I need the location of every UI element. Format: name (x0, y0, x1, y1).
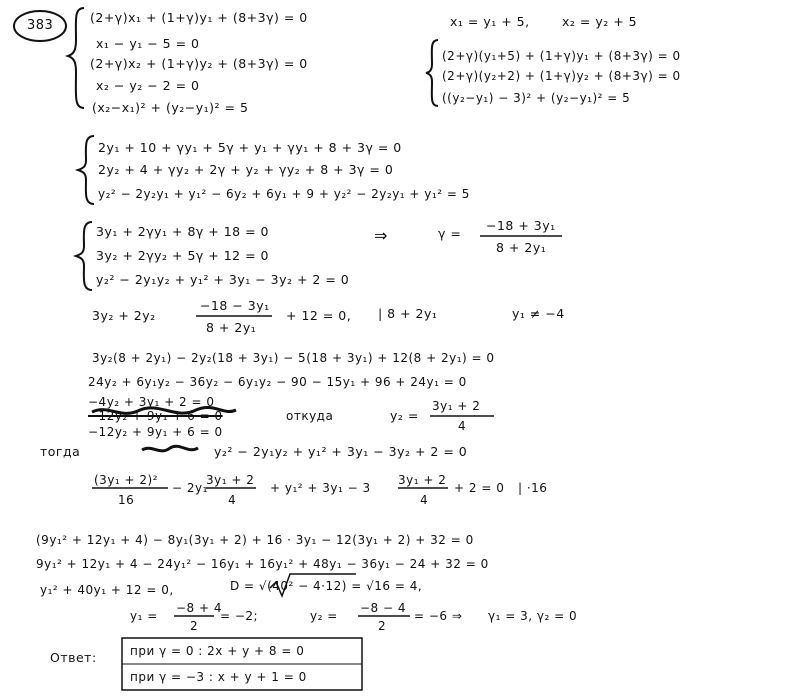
problem-number: 383 (27, 18, 54, 33)
answer-label: Ответ: (50, 650, 97, 665)
y2-lhs: y₂ = (390, 408, 419, 423)
system-brace-3 (76, 222, 92, 290)
gamma-denominator: 8 + 2y₁ (496, 240, 547, 255)
block1-line-5: (x₂−x₁)² + (y₂−y₁)² = 5 (92, 100, 249, 115)
subst-mid: − 2y₁ (172, 481, 208, 495)
block1-line-2: x₁ − y₁ − 5 = 0 (96, 36, 200, 51)
sub-frac-den: 8 + 2y₁ (206, 320, 257, 335)
expand-line-1: 3y₂(8 + 2y₁) − 2y₂(18 + 3y₁) − 5(18 + 3y₁) + 12(8 + 2y₁) = 0 (92, 351, 495, 365)
system-brace-1-right (426, 40, 438, 106)
block3-line-2: 3y₂ + 2γy₂ + 5γ + 12 = 0 (96, 248, 270, 263)
y2-numerator: 3y₁ + 2 (432, 399, 481, 413)
answer-row-2: при γ = −3 : x + y + 1 = 0 (130, 670, 307, 684)
y1-lhs: y₁ = (130, 609, 158, 623)
subst-f1-den: 16 (118, 493, 135, 507)
final-line-1: (9y₁² + 12y₁ + 4) − 8y₁(3y₁ + 2) + 16 · 3y₁ − 12(3y₁ + 2) + 32 = 0 (36, 533, 474, 547)
sub-multiplier: | 8 + 2y₁ (378, 306, 438, 321)
y2-final-denominator: 2 (378, 619, 387, 633)
expand-line-3: −4y₂ + 3y₁ + 2 = 0 (88, 395, 215, 409)
block3-arrow: ⇒ (374, 226, 388, 245)
system-brace-1 (68, 8, 84, 108)
togda-word: тогда (40, 444, 81, 459)
y2-final-result: = −6 ⇒ (414, 609, 463, 623)
scribble-togda (142, 446, 198, 451)
sub-condition: y₁ ≠ −4 (512, 306, 565, 321)
sub-rhs: + 12 = 0, (286, 308, 352, 323)
block2-line-3: y₂² − 2y₂y₁ + y₁² − 6y₂ + 6y₁ + 9 + y₂² − 2y₂y₁ + y₁² = 5 (98, 187, 470, 201)
block1-right-header-b: x₂ = y₂ + 5 (562, 14, 638, 29)
expand-line-2: 24y₂ + 6y₁y₂ − 36y₂ − 6y₁y₂ − 90 − 15y₁ + 96 + 24y₁ = 0 (88, 375, 467, 389)
final-line-2: 9y₁² + 12y₁ + 4 − 24y₁² − 16y₁ + 16y₁² + 48y₁ − 36y₁ − 24 + 32 = 0 (36, 557, 489, 571)
subst-mid2: + y₁² + 3y₁ − 3 (270, 481, 371, 495)
system-brace-2 (78, 136, 94, 204)
y2-final-lhs: y₂ = (310, 609, 338, 623)
expand-line-struck: −12y₂ + 9y₁ + 6 = 0 (88, 409, 223, 423)
subst-f3-den: 4 (420, 493, 429, 507)
block1-right-header-a: x₁ = y₁ + 5, (450, 14, 530, 29)
final-line-3b: D = √(40² − 4·12) = √16 = 4, (230, 579, 423, 593)
subst-f2-num: 3y₁ + 2 (206, 473, 255, 487)
block1-right-line-3: ((y₂−y₁) − 3)² + (y₂−y₁)² = 5 (442, 91, 631, 105)
expand-line-5: −12y₂ + 9y₁ + 6 = 0 (88, 425, 223, 439)
block1-line-3: (2+γ)x₂ + (1+γ)y₂ + (8+3γ) = 0 (90, 56, 308, 71)
subst-end: + 2 = 0 (454, 481, 505, 495)
y1-denominator: 2 (190, 619, 199, 633)
block3-line-3: y₂² − 2y₁y₂ + y₁² + 3y₁ − 3y₂ + 2 = 0 (96, 272, 350, 287)
y1-result: = −2; (220, 609, 259, 623)
y2-denominator: 4 (458, 419, 467, 433)
block3-line-1: 3y₁ + 2γy₁ + 8γ + 18 = 0 (96, 224, 270, 239)
answer-row-1: при γ = 0 : 2x + y + 8 = 0 (130, 644, 305, 658)
block1-line-1: (2+γ)x₁ + (1+γ)y₁ + (8+3γ) = 0 (90, 10, 308, 25)
gamma-values: γ₁ = 3, γ₂ = 0 (488, 609, 578, 623)
block1-line-4: x₂ − y₂ − 2 = 0 (96, 78, 200, 93)
sub-lhs: 3y₂ + 2y₂ (92, 308, 156, 323)
gamma-lhs: γ = (438, 226, 462, 241)
y1-numerator: −8 + 4 (176, 601, 223, 615)
block1-right-line-1: (2+γ)(y₁+5) + (1+γ)y₁ + (8+3γ) = 0 (442, 49, 681, 63)
otkuda-word: откуда (286, 409, 334, 423)
subst-f3-num: 3y₁ + 2 (398, 473, 447, 487)
sub-frac-num: −18 − 3y₁ (200, 298, 270, 313)
togda-rest: y₂² − 2y₁y₂ + y₁² + 3y₁ − 3y₂ + 2 = 0 (214, 444, 468, 459)
subst-multiplier: | ·16 (518, 481, 548, 495)
subst-f2-den: 4 (228, 493, 237, 507)
subst-f1-num: (3y₁ + 2)² (94, 473, 159, 487)
final-line-3a: y₁² + 40y₁ + 12 = 0, (40, 583, 174, 597)
block2-line-2: 2y₂ + 4 + γy₂ + 2γ + y₂ + γy₂ + 8 + 3γ = 0 (98, 162, 394, 177)
y2-final-numerator: −8 − 4 (360, 601, 407, 615)
block1-right-line-2: (2+γ)(y₂+2) + (1+γ)y₂ + (8+3γ) = 0 (442, 69, 681, 83)
block2-line-1: 2y₁ + 10 + γy₁ + 5γ + y₁ + γy₁ + 8 + 3γ = 0 (98, 140, 402, 155)
gamma-numerator: −18 + 3y₁ (486, 218, 556, 233)
